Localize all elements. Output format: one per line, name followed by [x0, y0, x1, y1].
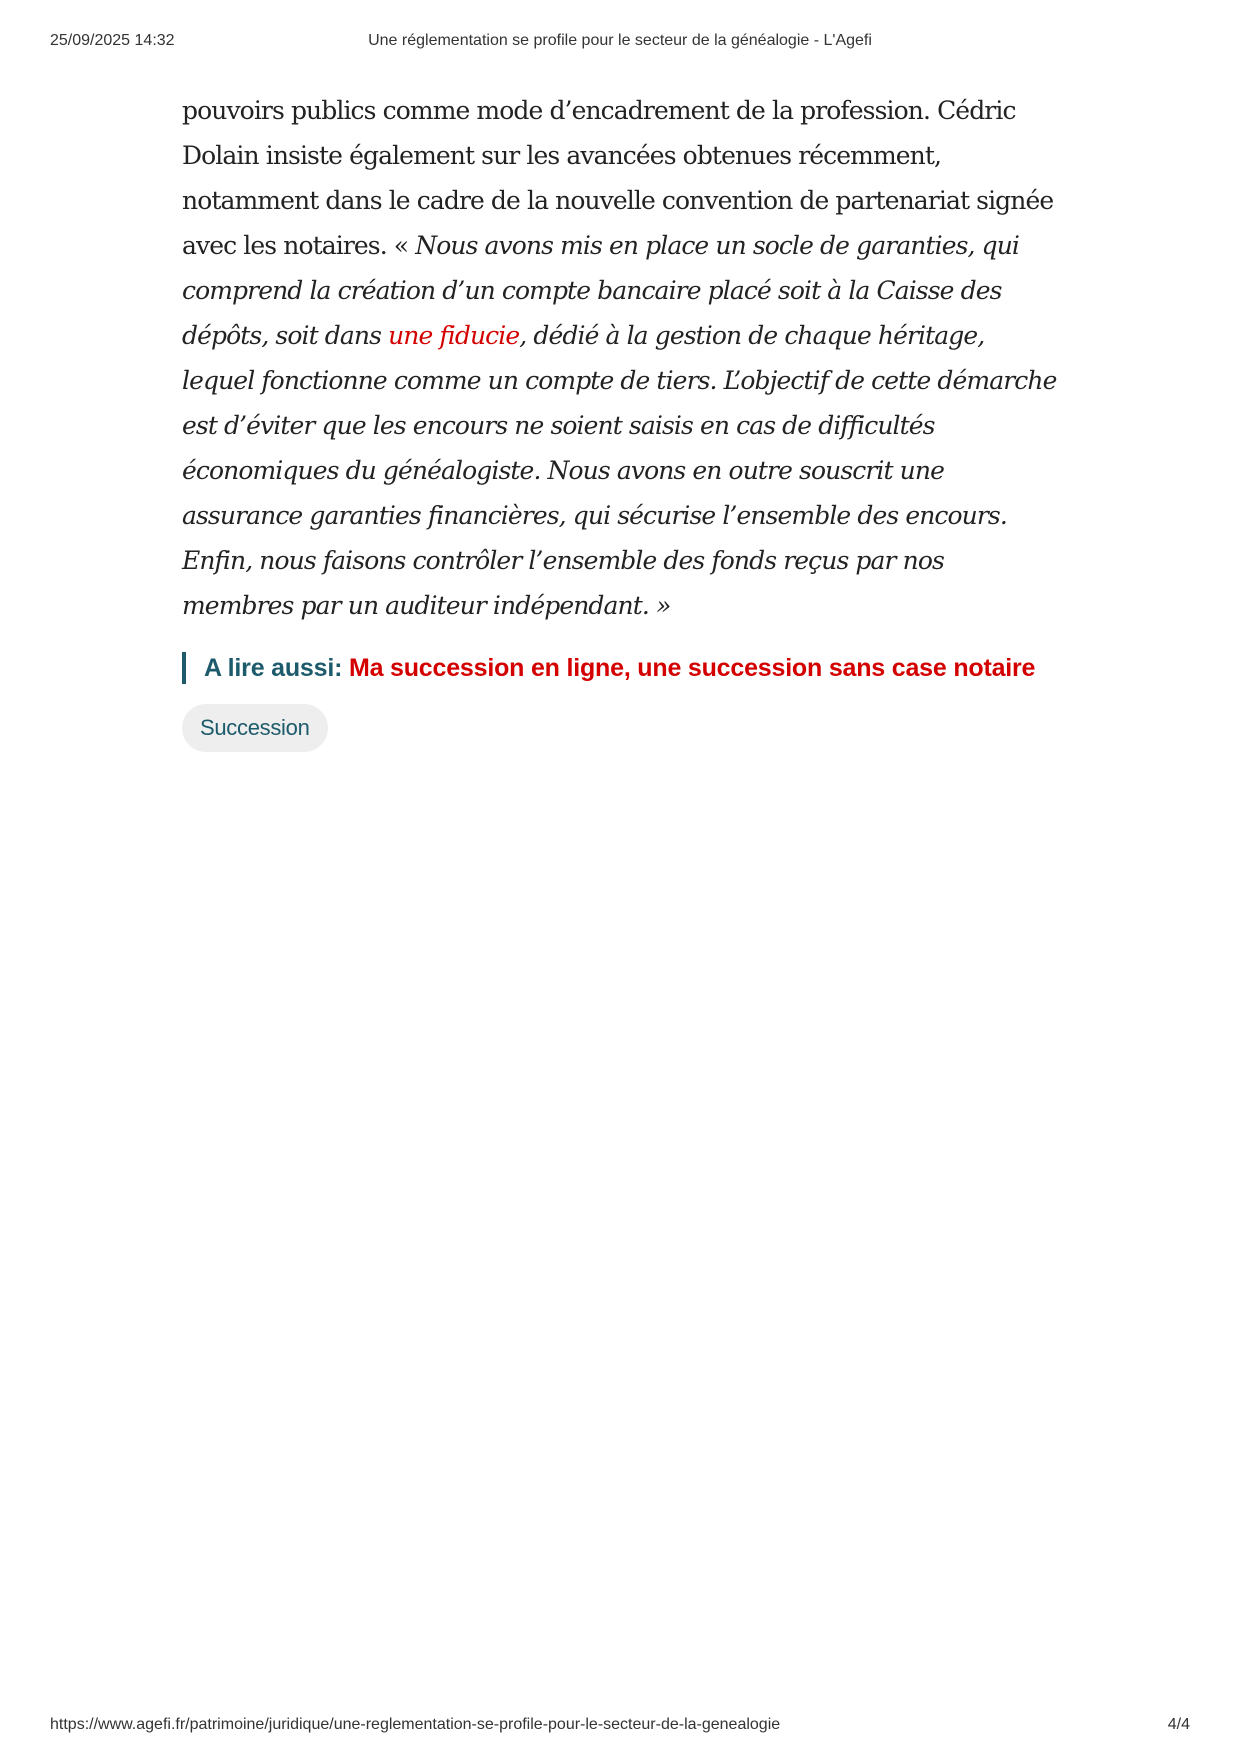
quote-text-part1: Nous avons mis en place un socle de garanties, qui comprend la création d’un compte bancaire placé soit à la Caisse des dépôts, soit dans: [182, 231, 1020, 350]
fiducie-link[interactable]: une fiducie: [388, 321, 520, 350]
print-page-title: Une réglementation se profile pour le secteur de la généalogie - L'Agefi: [368, 32, 872, 49]
article-paragraph: [182, 88, 1062, 628]
print-footer: [50, 1716, 1190, 1738]
tag-succession[interactable]: Succession: [182, 704, 328, 752]
quote: [182, 231, 1056, 620]
page-number: 4/4: [1167, 1716, 1190, 1733]
read-also-link[interactable]: Ma succession en ligne, une succession sans case notaire: [348, 654, 1036, 682]
quote-text-part2: , dédié à la gestion de chaque héritage, lequel fonctionne comme un compte de tiers. L’objectif de cette démarche est d’éviter que les encours ne soient saisis en cas de difficultés économiques du généalogiste. Nous avons en outre souscrit une assurance garanties financières, qui sécurise l’ensemble des encours. Enfin, nous faisons contrôler l’ensemble des fonds reçus par nos membres par un auditeur indépendant.: [182, 321, 1057, 620]
print-header: [50, 32, 1190, 54]
paragraph-intro: pouvoirs publics comme mode d’encadrement de la profession. Cédric Dolain insiste également sur les avancées obtenues récemment, notamment dans le cadre de la nouvelle convention de partenariat signée avec les notaires. «: [182, 96, 1054, 260]
read-also-block: [182, 652, 1062, 684]
print-url: https://www.agefi.fr/patrimoine/juridique/une-reglementation-se-profile-pour-le-secteur-de-la-genealogie: [50, 1716, 781, 1733]
quote-close: »: [648, 591, 671, 620]
read-also-label: A lire aussi:: [204, 654, 349, 682]
article-content: [182, 88, 1062, 752]
print-datetime: 25/09/2025 14:32: [50, 32, 175, 49]
